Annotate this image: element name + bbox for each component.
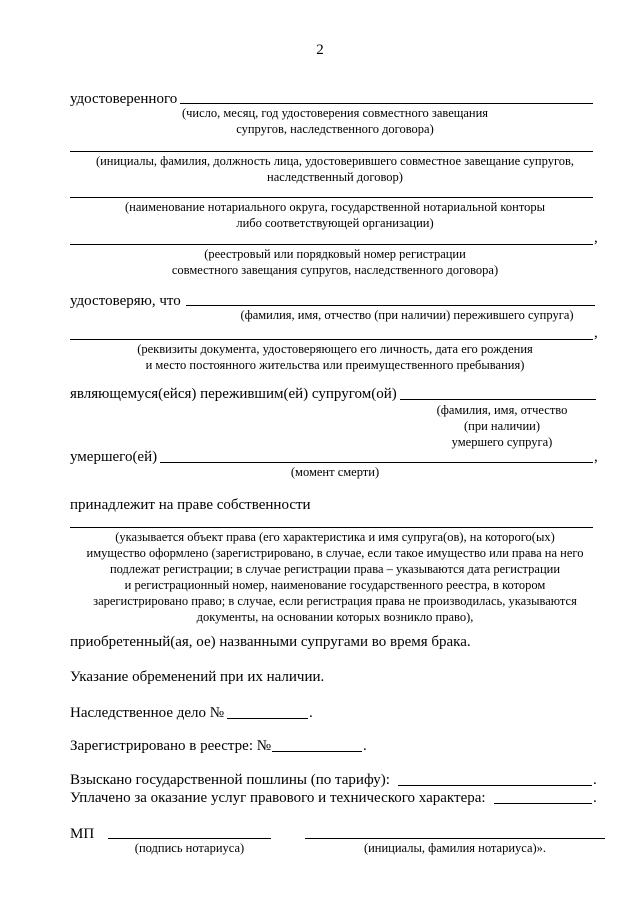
services-paid-line — [494, 803, 592, 804]
state-fee-label: Взыскано государственной пошлины (по тарифу): — [70, 772, 390, 788]
deceased-time-line — [160, 462, 593, 463]
ownership-hint-4: и регистрационный номер, наименование государственного реестра, в котором — [124, 578, 546, 592]
registered-label: Зарегистрировано в реестре: № — [70, 738, 272, 754]
notary-person-hint-2: наследственный договор) — [267, 170, 403, 184]
document-details-hint-2: и место постоянного жительства или преимущественного пребывания) — [145, 358, 525, 372]
services-paid-label: Уплачено за оказание услуг правового и технического характера: — [70, 790, 486, 806]
ownership-hint-6: документы, на основании которых возникло право), — [196, 610, 474, 624]
deceased-comma: , — [594, 449, 598, 465]
notary-signature-line — [108, 838, 271, 839]
notary-name-hint: (инициалы, фамилия нотариуса)». — [363, 841, 547, 855]
notary-district-hint-2: либо соответствующей организации) — [236, 216, 434, 230]
ownership-hint-1: (указывается объект права (его характеристика и имя супруга(ов), на которого(ых) — [115, 530, 555, 544]
registry-comma: , — [594, 230, 598, 246]
certify-hint: (фамилия, имя, отчество (при наличии) пережившего супруга) — [240, 308, 574, 322]
deceased-hint: (момент смерти) — [290, 465, 380, 479]
ownership-label: принадлежит на праве собственности — [70, 497, 311, 513]
certify-name-line — [186, 305, 595, 306]
surviving-hint-2: (при наличии) — [463, 419, 541, 433]
state-fee-line — [398, 785, 592, 786]
inheritance-case-line — [227, 718, 308, 719]
certified-hint-1: (число, месяц, год удостоверения совместного завещания — [181, 106, 489, 120]
ownership-object-line — [70, 527, 593, 528]
certified-label: удостоверенного — [70, 91, 178, 107]
notary-signature-hint: (подпись нотариуса) — [134, 841, 245, 855]
registry-hint-2: совместного завещания супругов, наследственного договора) — [171, 263, 499, 277]
page-number: 2 — [316, 42, 324, 58]
registry-line — [70, 244, 593, 245]
certify-label: удостоверяю, что — [70, 293, 181, 309]
acquired-statement: приобретенный(ая, ое) названными супругами во время брака. — [70, 634, 471, 650]
notary-district-hint-1: (наименование нотариального округа, государственной нотариальной конторы — [124, 200, 546, 214]
certified-date-line — [180, 103, 593, 104]
services-paid-end: . — [593, 790, 597, 806]
registered-end: . — [363, 738, 367, 754]
inheritance-case-end: . — [309, 705, 313, 721]
notary-person-hint-1: (инициалы, фамилия, должность лица, удостоверившего совместное завещание супругов, — [95, 154, 575, 168]
registered-line — [272, 751, 362, 752]
ownership-hint-3: подлежат регистрации; в случае регистрации права – указываются дата регистрации — [109, 562, 561, 576]
surviving-name-line — [400, 399, 596, 400]
surviving-hint-3: умершего супруга) — [451, 435, 553, 449]
notary-district-line — [70, 197, 593, 198]
certified-hint-2: супругов, наследственного договора) — [236, 122, 434, 136]
state-fee-end: . — [593, 772, 597, 788]
document-details-line — [70, 339, 593, 340]
document-details-hint-1: (реквизиты документа, удостоверяющего его личность, дата его рождения — [137, 342, 533, 356]
document-details-comma: , — [594, 325, 598, 341]
deceased-label: умершего(ей) — [70, 449, 158, 465]
inheritance-case-label: Наследственное дело № — [70, 705, 225, 721]
surviving-label: являющемуся(ейся) пережившим(ей) супругом(ой) — [70, 386, 397, 402]
ownership-hint-5: зарегистрировано право; в случае, если регистрация права не производилась, указываются — [93, 594, 577, 608]
registry-hint-1: (реестровый или порядковый номер регистрации — [204, 247, 466, 261]
notary-name-line — [305, 838, 605, 839]
encumbrances-statement: Указание обременений при их наличии. — [70, 669, 325, 685]
seal-place-label: МП — [70, 826, 95, 842]
ownership-hint-2: имущество оформлено (зарегистрировано, в случае, если такое имущество или права на него — [86, 546, 584, 560]
notary-person-line — [70, 151, 593, 152]
surviving-hint-1: (фамилия, имя, отчество — [436, 403, 568, 417]
